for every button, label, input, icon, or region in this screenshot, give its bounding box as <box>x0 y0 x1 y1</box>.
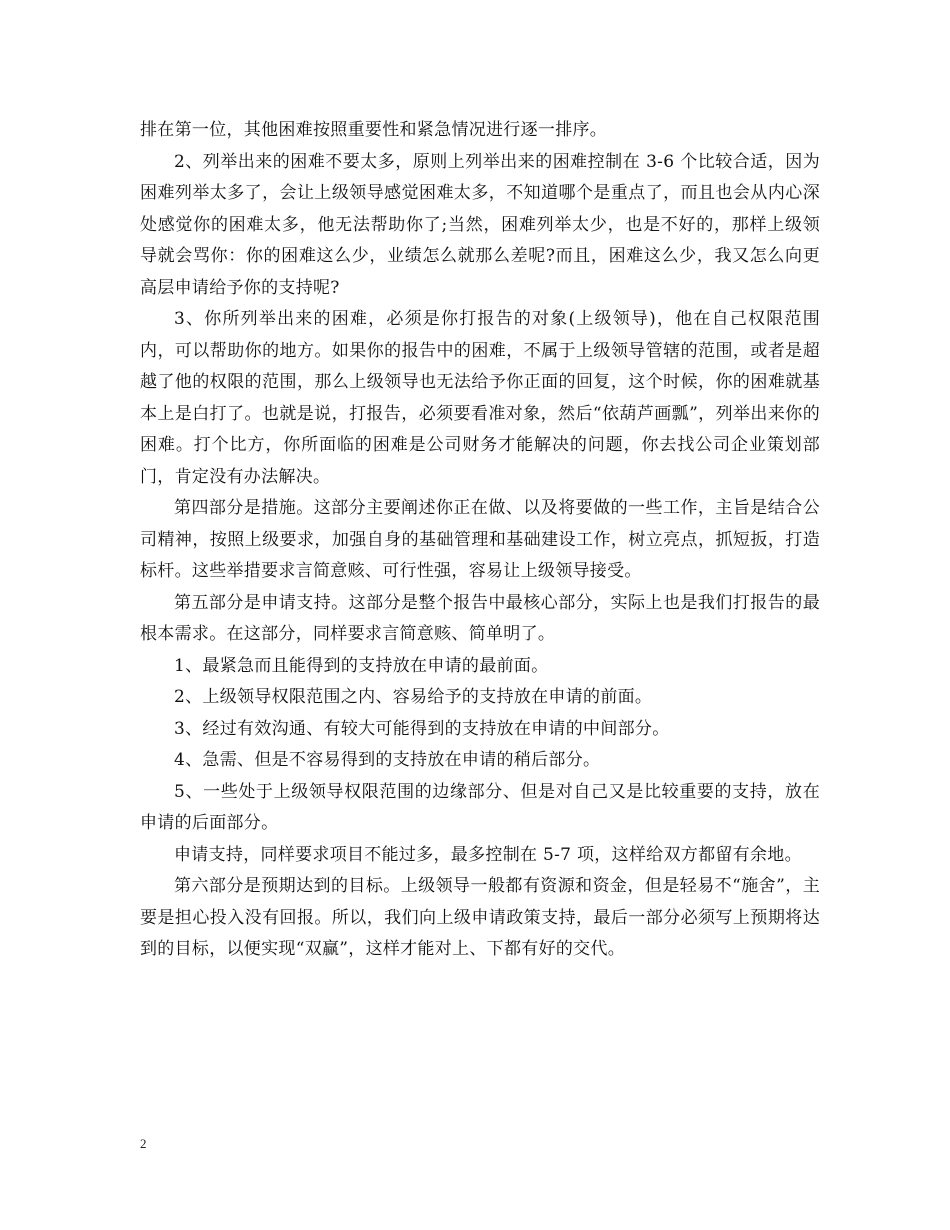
page-number: 2 <box>140 1136 147 1151</box>
list-item-support-1: 1、最紧急而且能得到的支持放在申请的最前面。 <box>174 655 549 676</box>
list-item-support-3: 3、经过有效沟通、有较大可能得到的支持放在申请的中间部分。 <box>174 718 670 739</box>
paragraph-part-four: 第四部分是措施。这部分主要阐述你正在做、以及将要做的一些工作，主旨是结合公司精神，按照上级要求，加强自身的基础管理和基础建设工作，树立亮点，抓短扳，打造标杆。这些举措要求言简意赅、可行性强，容易让上级领导接受。 <box>140 498 820 581</box>
paragraph-point-3: 3、你所列举出来的困难，必须是你打报告的对象(上级领导)，他在自己权限范围内，可以帮助你的地方。如果你的报告中的困难，不属于上级领导管辖的范围，或者是超越了他的权限的范围，那么上级领导也无法给予你正面的回复，这个时候，你的困难就基本上是白打了。也就是说，打报告，必须要看准对象，然后“依葫芦画瓢”，列举出来你的困难。打个比方，你所面临的困难是公司财务才能解决的问题，你去找公司企业策划部门，肯定没有办法解决。 <box>140 309 820 487</box>
paragraph-continuation: 排在第一位，其他困难按照重要性和紧急情况进行逐一排序。 <box>140 120 608 140</box>
document-body <box>140 115 820 966</box>
list-item-support-5: 5、一些处于上级领导权限范围的边缘部分、但是对自己又是比较重要的支持，放在申请的后面部分。 <box>140 781 820 833</box>
paragraph-part-six: 第六部分是预期达到的目标。上级领导一般都有资源和资金，但是轻易不“施舍”，主要是担心投入没有回报。所以，我们向上级申请政策支持，最后一部分必须写上预期将达到的目标，以便实现“双赢”，这样才能对上、下都有好的交代。 <box>140 876 820 959</box>
list-item-support-4: 4、急需、但是不容易得到的支持放在申请的稍后部分。 <box>174 750 601 770</box>
paragraph-part-five: 第五部分是申请支持。这部分是整个报告中最核心部分，实际上也是我们打报告的最根本需求。在这部分，同样要求言简意赅、简单明了。 <box>140 592 820 644</box>
paragraph-support-limit: 申请支持，同样要求项目不能过多，最多控制在 5-7 项，这样给双方都留有余地。 <box>174 844 802 865</box>
paragraph-point-2: 2、列举出来的困难不要太多，原则上列举出来的困难控制在 3-6 个比较合适，因为困难列举太多了，会让上级领导感觉困难太多，不知道哪个是重点了，而且也会从内心深处感觉你的困难太多，他无法帮助你了;当然，困难列举太少，也是不好的，那样上级领导就会骂你：你的困难这么少，业绩怎么就那么差呢?而且，困难这么少，我又怎么向更高层申请给予你的支持呢? <box>140 151 820 298</box>
list-item-support-2: 2、上级领导权限范围之内、容易给予的支持放在申请的前面。 <box>174 687 653 707</box>
